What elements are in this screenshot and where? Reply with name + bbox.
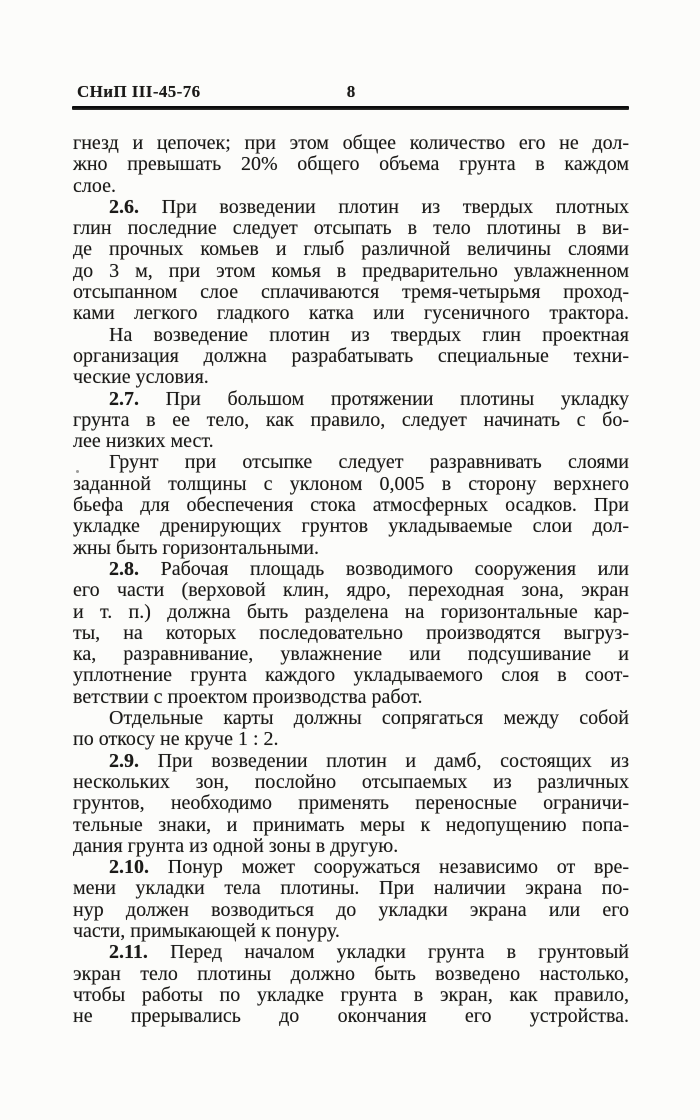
text-line <box>73 495 629 516</box>
line-text: по откосу не круче 1 : 2. <box>73 728 279 751</box>
line-text: ческие условия. <box>73 366 209 389</box>
section-number: 2.9. <box>109 749 158 772</box>
text-line <box>73 261 629 282</box>
text-line <box>73 1006 629 1027</box>
line-text: экран тело плотины должно быть возведено настолько, <box>73 962 629 985</box>
text-line <box>73 602 629 623</box>
line-text: нескольких зон, послойно отсыпаемых из различных <box>73 770 629 793</box>
line-text: организация должна разрабатывать специальные техни- <box>73 344 629 367</box>
text-line <box>73 729 629 750</box>
text-line <box>73 282 629 303</box>
line-text: жны быть горизонтальными. <box>73 536 319 559</box>
line-text: не прерывались до окончания его устройства. <box>73 1005 629 1028</box>
line-text: де прочных комьев и глыб различной величины слоями <box>73 238 629 261</box>
line-text: части, примыкающей к понуру. <box>73 919 340 942</box>
text-line <box>73 154 629 175</box>
line-text: На возведение плотин из твердых глин проектная <box>109 323 629 346</box>
text-line <box>73 665 629 686</box>
line-text: грунтов, необходимо применять переносные ограничи- <box>73 792 629 815</box>
text-line <box>73 623 629 644</box>
line-text: и т. п.) должна быть разделена на горизонтальные кар- <box>73 600 629 623</box>
text-line <box>73 133 629 154</box>
text-line <box>73 772 629 793</box>
line-text: Перед началом укладки грунта в грунтовый <box>170 941 630 964</box>
line-text: ветствии с проектом производства работ. <box>73 685 423 708</box>
line-text: дания грунта из одной зоны в другую. <box>73 834 399 857</box>
line-text: гнезд и цепочек; при этом общее количество его не дол- <box>73 132 629 154</box>
text-line <box>73 176 629 197</box>
text-line <box>73 516 629 537</box>
section-number: 2.8. <box>109 557 161 580</box>
text-line <box>73 239 629 260</box>
text-line <box>73 857 629 878</box>
text-line <box>73 708 629 729</box>
line-text: мени укладки тела плотины. При наличии экрана по- <box>73 877 629 900</box>
section-number: 2.7. <box>109 387 166 410</box>
line-text: заданной толщины с уклоном 0,005 в сторону верхнего <box>73 472 629 495</box>
line-text: до 3 м, при этом комья в предварительно увлажненном <box>73 259 629 282</box>
text-line <box>73 325 629 346</box>
text-line <box>73 751 629 772</box>
section-number: 2.6. <box>109 195 162 218</box>
text-line <box>73 580 629 601</box>
text-line <box>73 367 629 388</box>
line-text: грунта в ее тело, как правило, следует начинать с бо- <box>73 408 629 431</box>
line-text: чтобы работы по укладке грунта в экран, как правило, <box>73 983 629 1006</box>
text-line <box>73 793 629 814</box>
document-code: СНиП III-45-76 <box>77 82 201 101</box>
page-number: 8 <box>346 82 356 101</box>
text-line <box>73 921 629 942</box>
header-rule <box>72 106 629 110</box>
line-text: укладке дренирующих грунтов укладываемые слои дол- <box>73 515 629 538</box>
line-text: Отдельные карты должны сопрягаться между собой <box>109 707 629 730</box>
text-line <box>73 431 629 452</box>
line-text: его части (верховой клин, ядро, переходная зона, экран <box>73 579 629 602</box>
line-text: При возведении плотин и дамб, состоящих из <box>157 749 629 772</box>
body-text <box>73 133 629 1027</box>
text-line <box>73 878 629 899</box>
line-text: Грунт при отсыпке следует разравнивать слоями <box>109 451 629 474</box>
text-line <box>73 985 629 1006</box>
text-line <box>73 452 629 473</box>
line-text: Понур может сооружаться независимо от вре- <box>167 856 630 879</box>
line-text: отсыпанном слое сплачиваются тремя-четырьмя проход- <box>73 281 629 304</box>
line-text: бьефа для обеспечения стока атмосферных осадков. При <box>73 494 629 517</box>
line-text: уплотнение грунта каждого укладываемого слоя в соот- <box>73 664 629 687</box>
line-text: ками легкого гладкого катка или гусеничного трактора. <box>73 302 629 325</box>
line-text: При большом протяжении плотины укладку <box>165 387 630 410</box>
text-line <box>73 942 629 963</box>
text-line <box>73 687 629 708</box>
text-line <box>73 410 629 431</box>
text-line <box>73 644 629 665</box>
text-line <box>73 559 629 580</box>
line-text: глин последние следует отсыпать в тело плотины в ви- <box>73 217 629 240</box>
line-text: ка, разравнивание, увлажнение или подсушивание и <box>73 643 629 666</box>
text-line <box>73 836 629 857</box>
section-number: 2.10. <box>109 856 168 879</box>
text-line <box>73 218 629 239</box>
line-text: тельные знаки, и принимать меры к недопущению попа- <box>73 813 629 836</box>
section-number: 2.11. <box>109 941 171 964</box>
line-text: ты, на которых последовательно производятся выгруз- <box>73 621 629 644</box>
text-line <box>73 964 629 985</box>
line-text: лее низких мест. <box>73 430 214 453</box>
page-header <box>73 82 629 104</box>
text-line <box>73 346 629 367</box>
text-line <box>73 900 629 921</box>
line-text: жно превышать 20% общего объема грунта в каждом <box>73 153 629 176</box>
line-text: При возведении плотин из твердых плотных <box>161 195 630 218</box>
text-line <box>73 389 629 410</box>
text-line <box>73 474 629 495</box>
line-text: слое. <box>73 174 116 197</box>
text-line <box>73 197 629 218</box>
text-line <box>73 815 629 836</box>
line-text: Рабочая площадь возводимого сооружения или <box>160 557 629 580</box>
text-line <box>73 538 629 559</box>
line-text: нур должен возводиться до укладки экрана или его <box>73 898 629 921</box>
text-line <box>73 303 629 324</box>
